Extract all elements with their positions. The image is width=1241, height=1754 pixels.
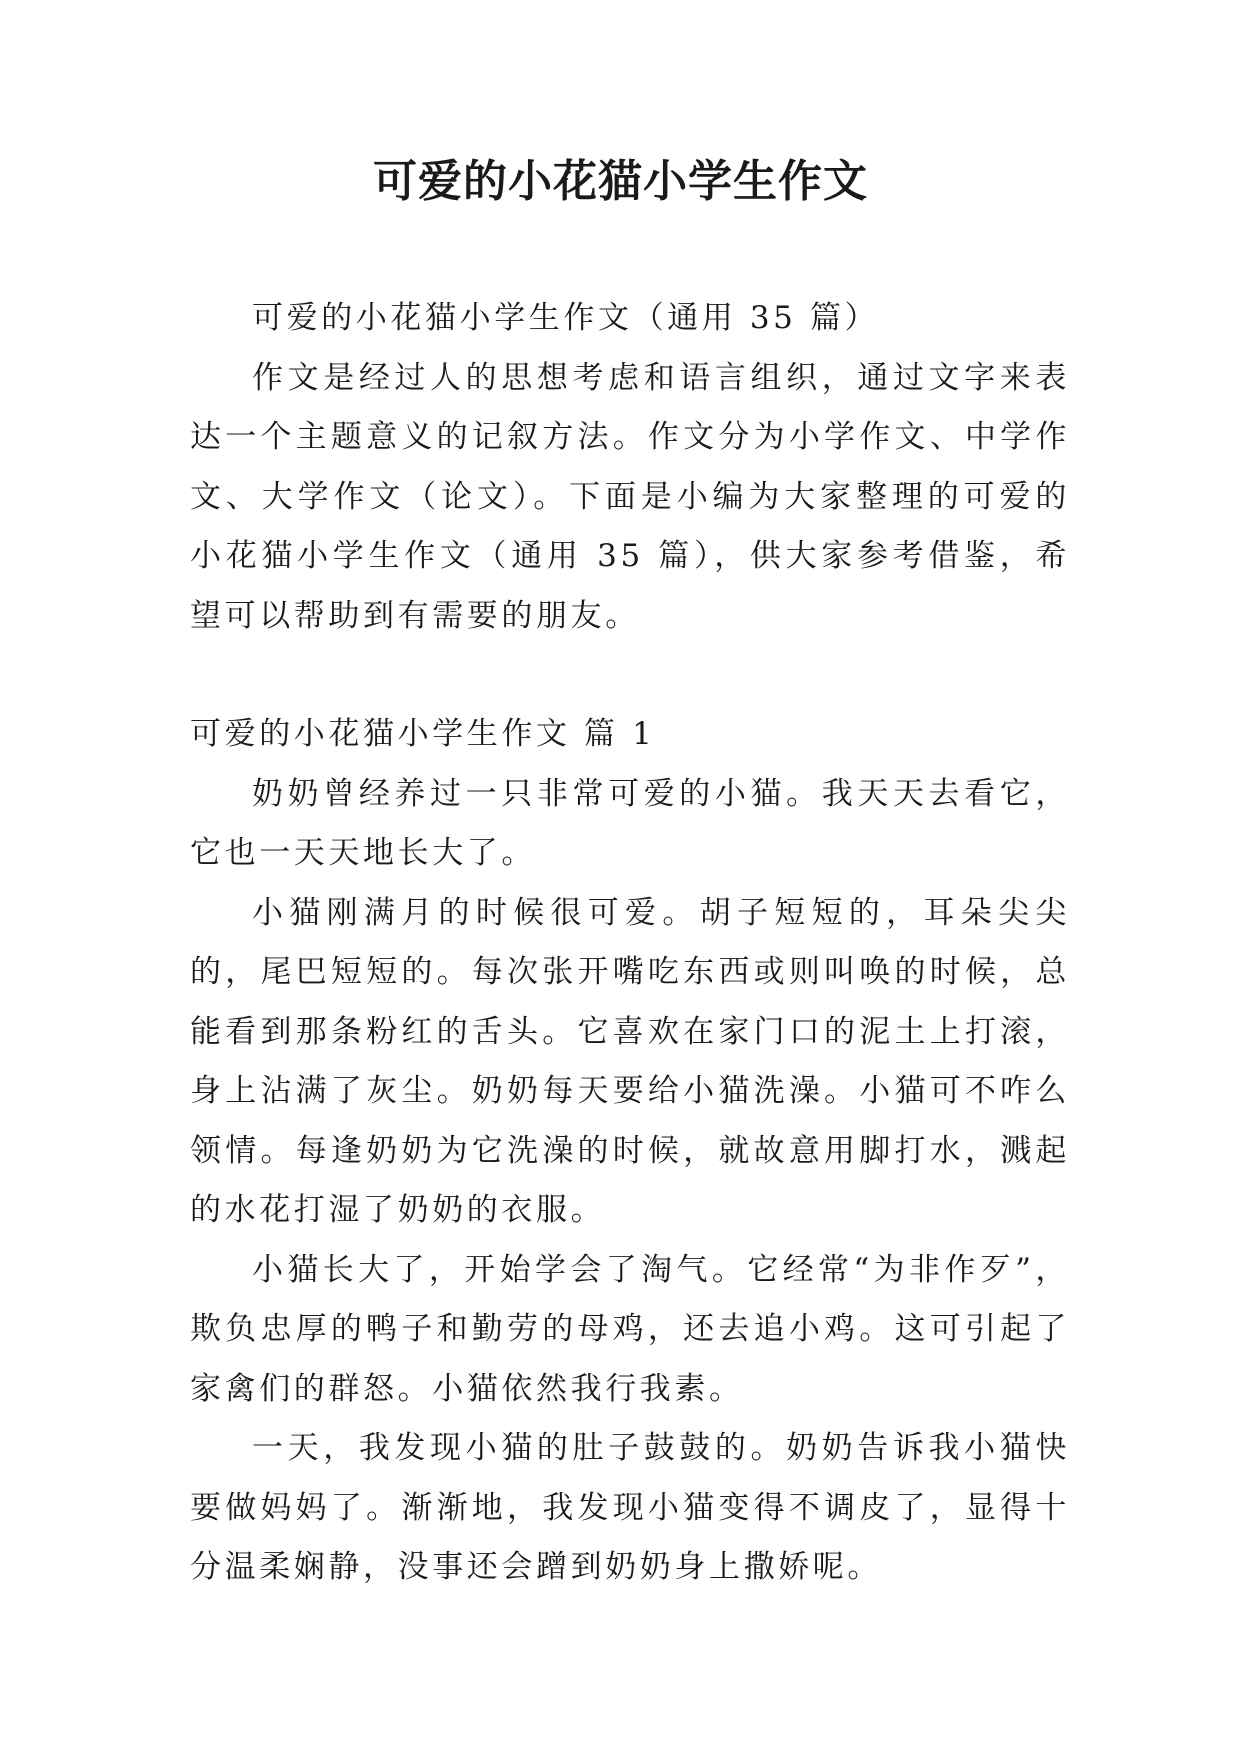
document-body — [190, 289, 1070, 1598]
document-title: 可爱的小花猫小学生作文 — [373, 156, 868, 207]
body-paragraph: 一天，我发现小猫的肚子鼓鼓的。奶奶告诉我小猫快要做妈妈了。渐渐地，我发现小猫变得不调皮了，显得十分温柔娴静，没事还会蹭到奶奶身上撒娇呢。 — [190, 1430, 1070, 1585]
body-paragraph: 小猫长大了，开始学会了淘气。它经常“为非作歹”，欺负忠厚的鸭子和勤劳的母鸡，还去追小鸡。这可引起了家禽们的群怒。小猫依然我行我素。 — [190, 1251, 1070, 1407]
intro-paragraph: 作文是经过人的思想考虑和语言组织，通过文字来表达一个主题意义的记叙方法。作文分为小学作文、中学作文、大学作文（论文）。下面是小编为大家整理的可爱的小花猫小学生作文（通用 35 篇），供大家参考借鉴，希望可以帮助到有需要的朋友。 — [190, 359, 1070, 634]
document-subtitle: 可爱的小花猫小学生作文（通用 35 篇） — [252, 300, 880, 336]
section-heading: 可爱的小花猫小学生作文 篇 1 — [190, 716, 656, 752]
body-paragraph: 小猫刚满月的时候很可爱。胡子短短的，耳朵尖尖的，尾巴短短的。每次张开嘴吃东西或则叫唤的时候，总能看到那条粉红的舌头。它喜欢在家门口的泥土上打滚，身上沾满了灰尘。奶奶每天要给小猫洗澡。小猫可不咋么领情。每逢奶奶为它洗澡的时候，就故意用脚打水，溅起的水花打湿了奶奶的衣服。 — [190, 894, 1070, 1228]
body-paragraph: 奶奶曾经养过一只非常可爱的小猫。我天天去看它，它也一天天地长大了。 — [190, 775, 1070, 871]
